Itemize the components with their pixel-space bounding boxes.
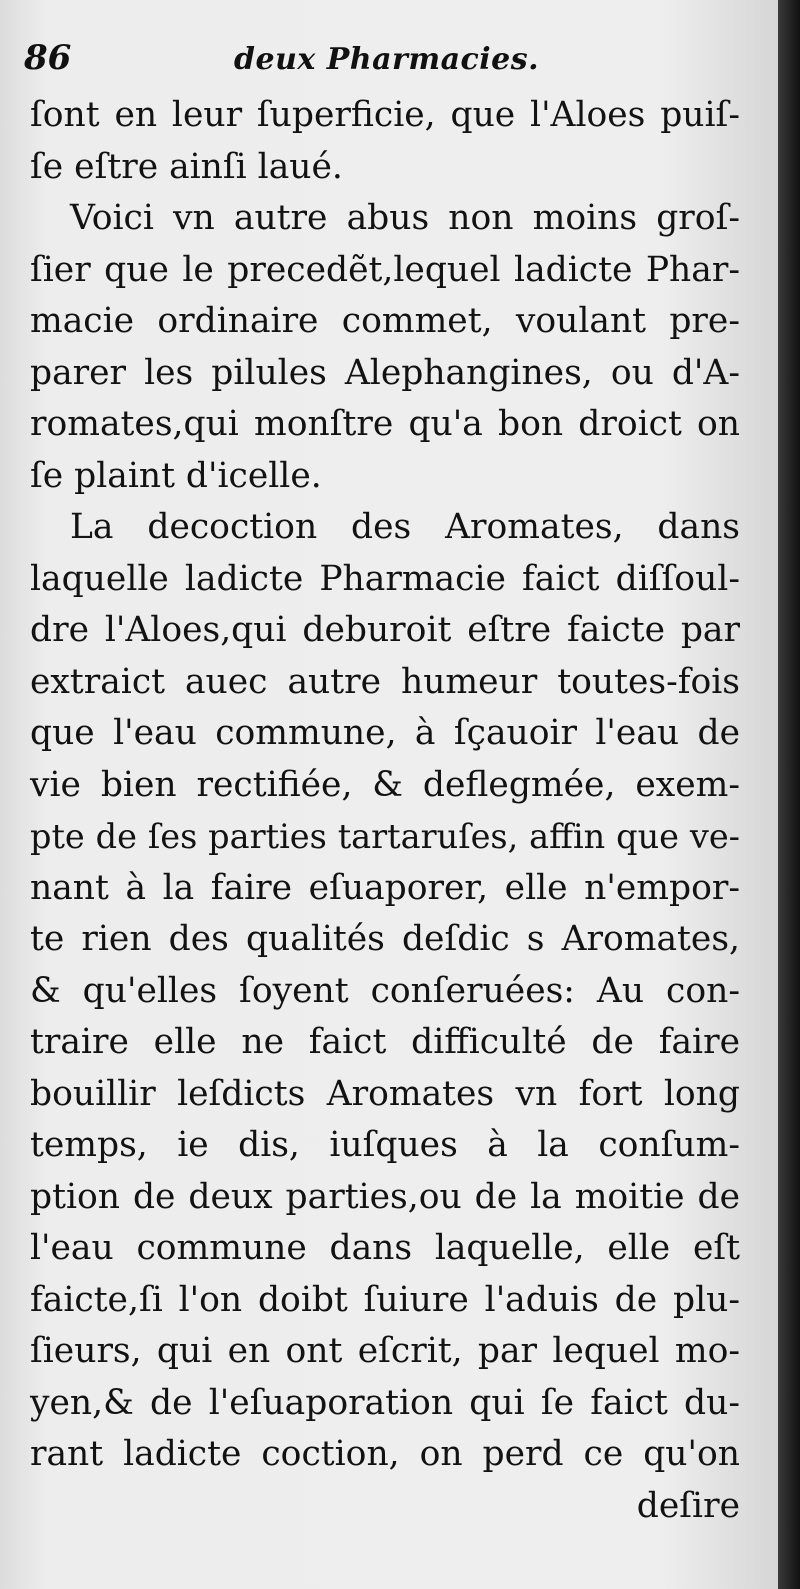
text-line: traire elle ne faict difficulté de faire [30,1022,740,1062]
text-line: que l'eau commune, à ſçauoir l'eau de [30,713,740,753]
text-line: macie ordinaire commet, voulant pre- [30,301,740,341]
text-line: extraict auec autre humeur toutes-fois [30,661,740,702]
text-line: te rien des qualités deſdic s Aromates, [30,919,740,959]
text-line: ſier que le precedẽt,lequel ladicte Phar- [30,249,740,290]
paragraph-first-line: Voici vn autre abus non moins groſ- [70,198,740,238]
text-line: dre l'Aloes,qui deburoit eſtre faicte par [30,610,740,650]
text-line: ption de deux parties,ou de la moitie de [30,1176,740,1217]
text-line: temps, ie dis, iuſques à la conſum- [30,1125,740,1165]
text-line: & qu'elles ſoyent conſeruées: Au con- [30,970,740,1011]
text-line: rant ladicte coction, on perd ce qu'on [30,1434,740,1474]
running-head: deux Pharmacies. [234,42,540,77]
text-line: ſieurs, qui en ont eſcrit, par lequel mo- [30,1331,740,1371]
text-line: ſe eſtre ainſi laué. [30,146,343,187]
page-header [24,38,744,88]
text-line: pte de ſes parties tartaruſes, affin que ve- [30,817,740,856]
text-line: nant à la faire eſuaporer, elle n'empor- [30,867,740,908]
page-edge-shadow [778,0,800,1589]
catchword: deſire [636,1485,740,1526]
paragraph-first-line: La decoction des Aromates, dans [70,507,740,547]
text-line: ſont en leur ſuperficie, que l'Aloes puiſ- [30,95,740,135]
text-line: parer les pilules Alephangines, ou d'A- [30,352,740,393]
text-line: faicte,ſi l'on doibt ſuiure l'aduis de plu- [30,1279,740,1320]
text-line: laquelle ladicte Pharmacie faict diſſoul- [30,558,740,599]
text-line: vie bien rectifiée, & deflegmée, exem- [30,764,740,805]
text-line: yen,& de l'eſuaporation qui ſe faict du- [30,1382,740,1423]
text-line: bouillir leſdicts Aromates vn fort long [30,1073,740,1114]
text-line: ſe plaint d'icelle. [30,455,322,496]
page-number: 86 [24,38,72,78]
text-line: l'eau commune dans laquelle, elle eſt [30,1228,740,1268]
text-line: romates,qui monſtre qu'a bon droict on [30,404,740,444]
body-text [30,90,740,1532]
